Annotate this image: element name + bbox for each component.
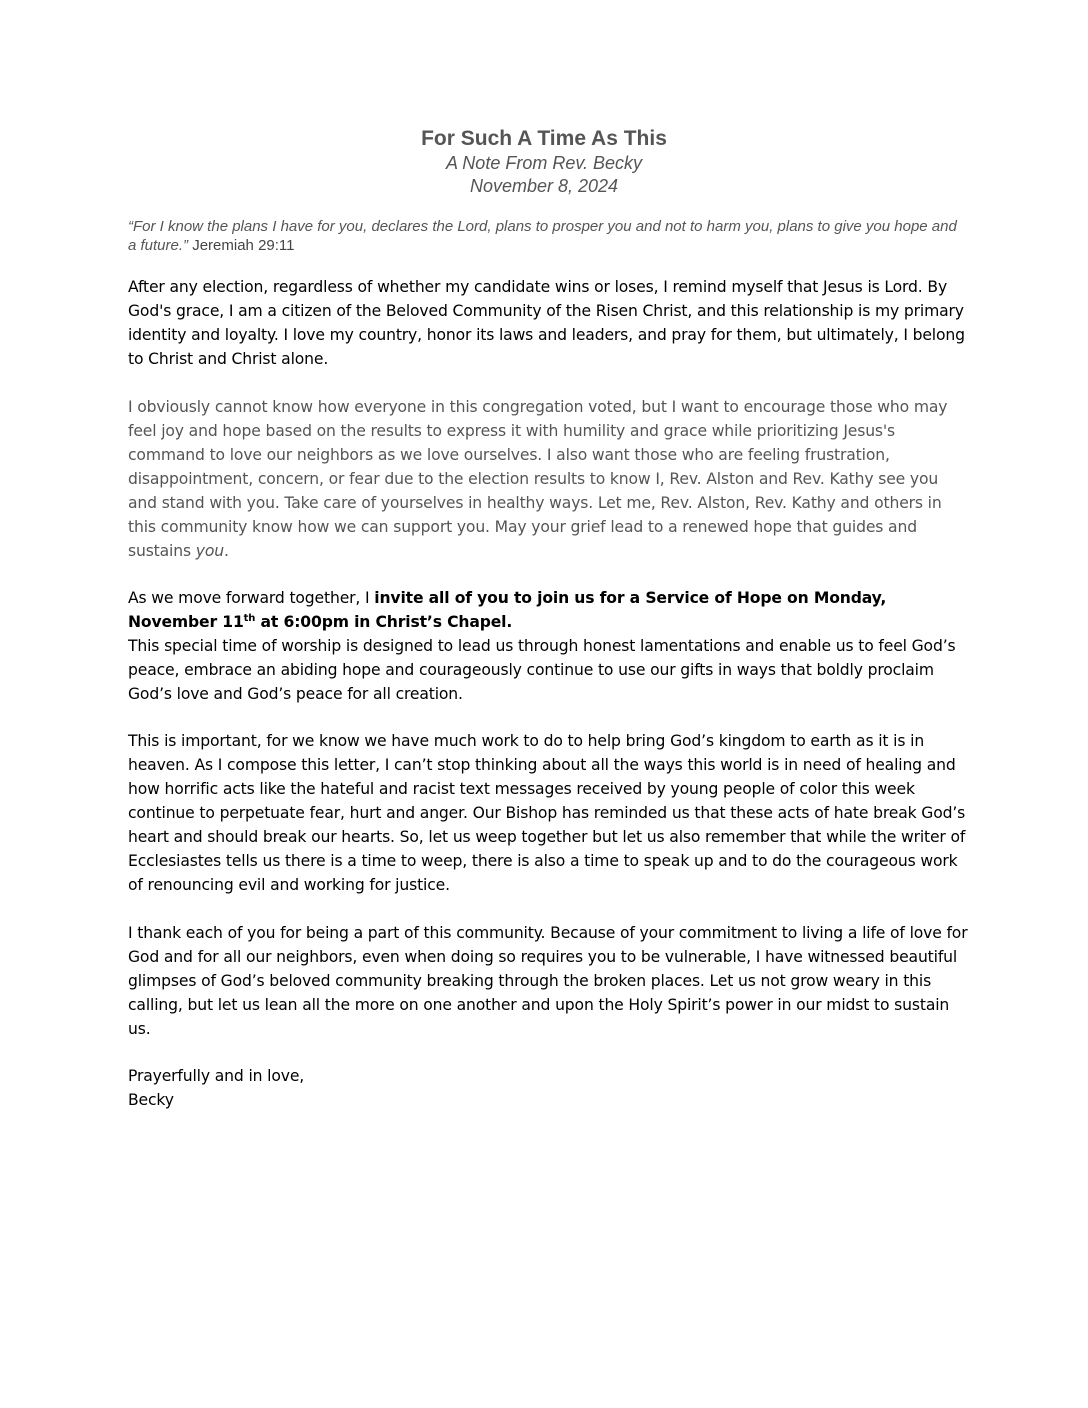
paragraph-congregation [128, 395, 968, 563]
invite-time-place: at 6:00pm in Christ’s Chapel. [255, 613, 513, 631]
verse-reference: Jeremiah 29:11 [192, 237, 295, 254]
invite-intro: As we move forward together, I [128, 589, 375, 607]
paragraph-congregation-italic: you [195, 542, 224, 560]
letter-subtitle: A Note From Rev. Becky [445, 153, 643, 173]
paragraph-congregation-end: . [223, 542, 229, 560]
paragraph-service-invite [128, 586, 968, 706]
verse-quote: “For I know the plans I have for you, declares the Lord, plans to prosper you and not to harm you, plans to give you hope and a future.” [128, 218, 957, 254]
invite-description: This special time of worship is designed to lead us through honest lamentations and enable us to feel God’s peace, embrace an abiding hope and courageously continue to use our gifts in ways that boldly proclaim God’s love and God’s peace for all creation. [128, 637, 956, 703]
letter-header [0, 126, 1088, 198]
letter-closing [128, 1064, 968, 1112]
signature: Becky [128, 1091, 174, 1109]
letter-date: November 8, 2024 [469, 176, 619, 196]
paragraph-thanks: I thank each of you for being a part of this community. Because of your commitment to living a life of love for God and for all our neighbors, even when doing so requires you to be vulnerable, I have witnessed beautiful glimpses of God’s beloved community breaking through the broken places. Let us not grow weary in this calling, but let us lean all the more on one another and upon the Holy Spirit’s power in our midst to sustain us. [128, 924, 968, 1038]
invite-ordinal: th [243, 612, 256, 624]
scripture-verse [128, 217, 968, 255]
invite-bold: invite all of you to join us for a Service of Hope on Monday, November 11 [128, 589, 887, 631]
paragraph-work-to-do: This is important, for we know we have much work to do to help bring God’s kingdom to earth as it is in heaven. As I compose this letter, I can’t stop thinking about all the ways this world is in need of healing and how horrific acts like the hateful and racist text messages received by young people of color this week continue to perpetuate fear, hurt and anger. Our Bishop has reminded us that these acts of hate break God’s heart and should break our hearts. So, let us weep together but let us also remember that while the writer of Ecclesiastes tells us there is a time to weep, there is also a time to speak up and to do the courageous work of renouncing evil and working for justice. [128, 732, 966, 894]
letter-title: For Such A Time As This [421, 127, 667, 150]
paragraph-election: After any election, regardless of whether my candidate wins or loses, I remind myself that Jesus is Lord. By God's grace, I am a citizen of the Beloved Community of the Risen Christ, and this relationship is my primary identity and loyalty. I love my country, honor its laws and leaders, and pray for them, but ultimately, I belong to Christ and Christ alone. [128, 278, 965, 368]
valediction: Prayerfully and in love, [128, 1067, 305, 1085]
paragraph-congregation-text: I obviously cannot know how everyone in this congregation voted, but I want to encourage those who may feel joy and hope based on the results to express it with humility and grace while prioritizing Jesus's command to love our neighbors as we love ourselves. I also want those who are feeling frustration, disappointment, concern, or fear due to the election results to know I, Rev. Alston and Rev. Kathy see you and stand with you. Take care of yourselves in healthy ways. Let me, Rev. Alston, Rev. Kathy and others in this community know how we can support you. May your grief lead to a renewed hope that guides and sustains [128, 398, 948, 560]
